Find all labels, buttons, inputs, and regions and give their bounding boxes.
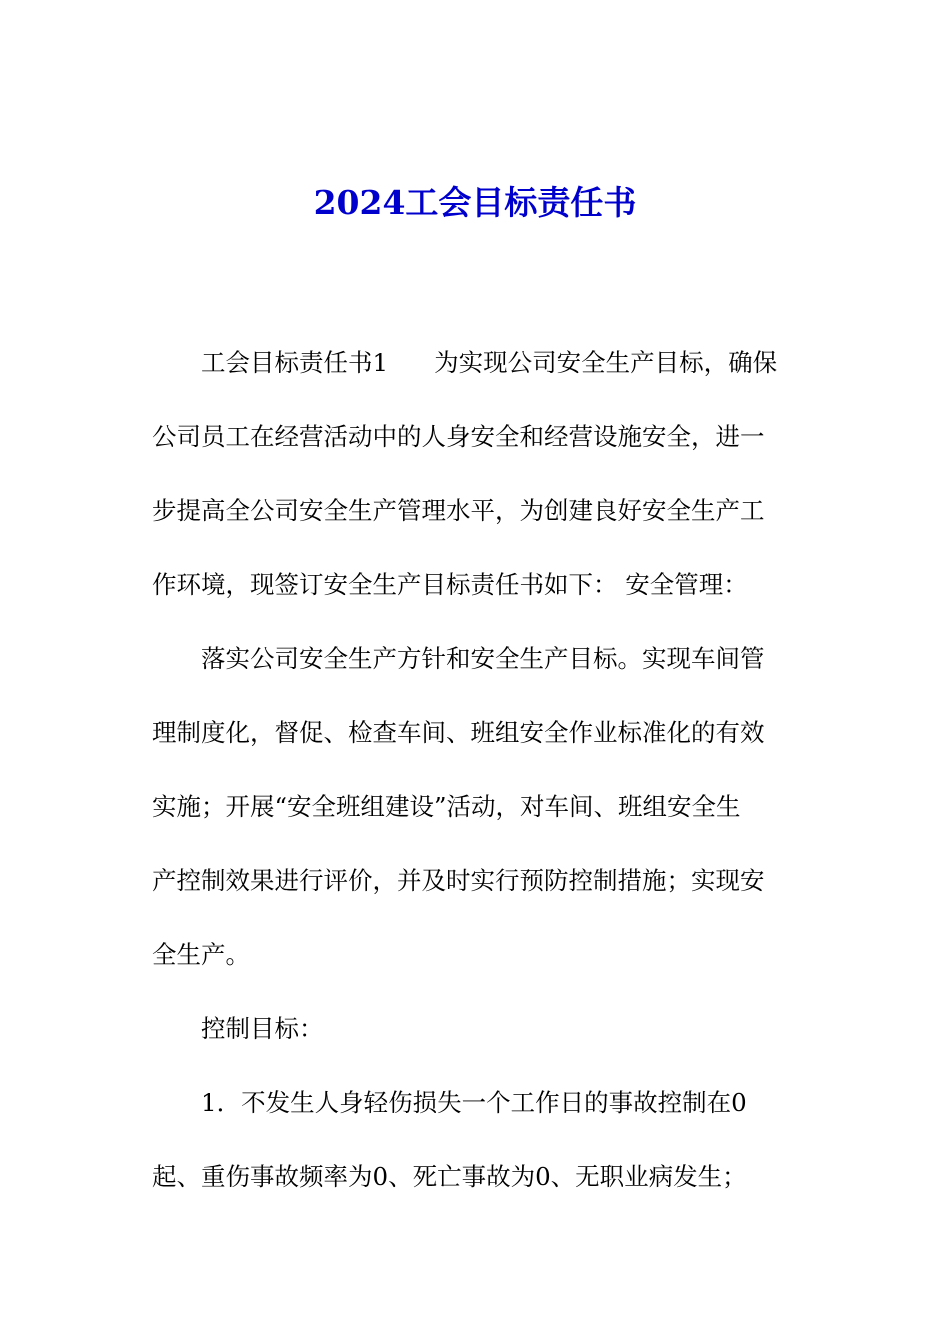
document-body <box>152 326 812 1214</box>
document-title: 2024工会目标责任书 <box>313 183 637 222</box>
paragraph-line-10: 控制目标： <box>201 1014 324 1043</box>
paragraph-line-5: 落实公司安全生产方针和安全生产目标。实现车间管 <box>201 644 765 673</box>
paragraph-text: 为实现公司安全生产目标，确保 <box>434 348 778 377</box>
paragraph-line-4: 作环境，现签订安全生产目标责任书如下： 安全管理： <box>152 570 748 599</box>
paragraph-line-7: 实施；开展“安全班组建设”活动，对车间、班组安全生 <box>152 792 741 821</box>
paragraph-line-8: 产控制效果进行评价，并及时实行预防控制措施；实现安 <box>152 866 765 895</box>
paragraph-line-11: 1．不发生人身轻伤损失一个工作日的事故控制在0 <box>201 1088 747 1117</box>
paragraph-line-12: 起、重伤事故频率为0、死亡事故为0、无职业病发生； <box>152 1162 747 1191</box>
section-heading: 工会目标责任书1 <box>201 348 389 377</box>
paragraph-line-6: 理制度化，督促、检查车间、班组安全作业标准化的有效 <box>152 718 765 747</box>
paragraph-line-1 <box>152 326 812 400</box>
paragraph-line-3: 步提高全公司安全生产管理水平，为创建良好安全生产工 <box>152 496 765 525</box>
paragraph-line-2: 公司员工在经营活动中的人身安全和经营设施安全，进一 <box>152 422 765 451</box>
paragraph-line-9: 全生产。 <box>152 940 250 969</box>
